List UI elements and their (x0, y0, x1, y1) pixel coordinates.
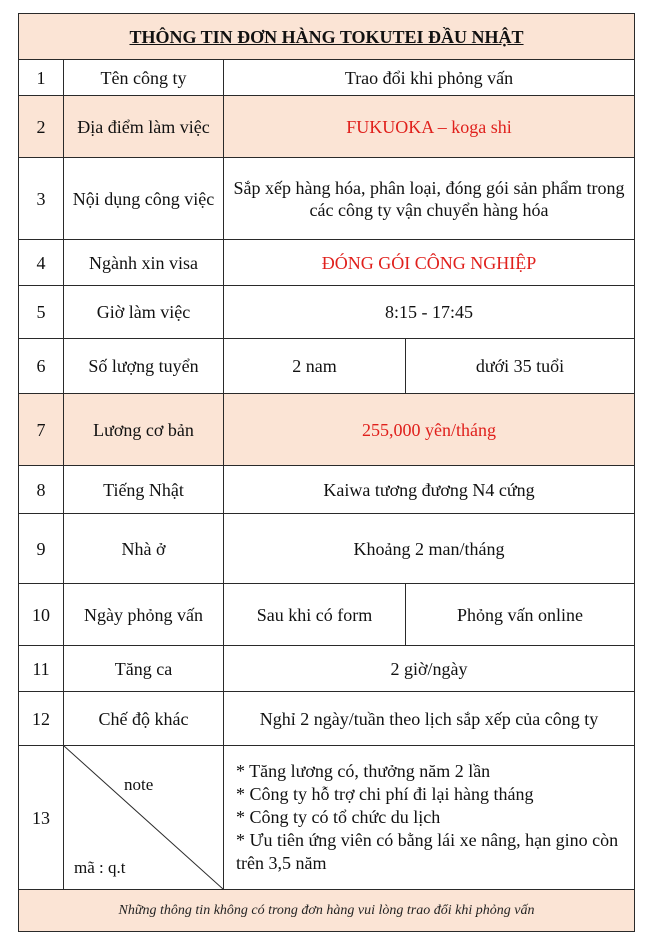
row-value: Trao đổi khi phỏng vấn (224, 60, 635, 96)
note-line: * Tăng lương có, thưởng năm 2 lần (236, 761, 491, 781)
page-title: THÔNG TIN ĐƠN HÀNG TOKUTEI ĐẦU NHẬT (19, 14, 635, 60)
table-row (19, 158, 635, 240)
table-row (19, 240, 635, 286)
row-label: Tăng ca (64, 646, 224, 692)
row-number: 12 (19, 692, 64, 746)
row-label: Chế độ khác (64, 692, 224, 746)
footer-note: Những thông tin không có trong đơn hàng vui lòng trao đổi khi phỏng vấn (19, 890, 635, 932)
row-value: 2 giờ/ngày (224, 646, 635, 692)
row-number: 6 (19, 339, 64, 394)
row-number: 1 (19, 60, 64, 96)
row-number: 5 (19, 286, 64, 339)
row-label: Ngành xin visa (64, 240, 224, 286)
table-row (19, 339, 635, 394)
row-value: Kaiwa tương đương N4 cứng (224, 466, 635, 514)
row-value-a: 2 nam (224, 339, 406, 394)
row-number: 9 (19, 514, 64, 584)
table-row (19, 646, 635, 692)
row-value: Sắp xếp hàng hóa, phân loại, đóng gói sản phẩm trong các công ty vận chuyển hàng hóa (224, 158, 635, 240)
note-line: * Công ty có tổ chức du lịch (236, 807, 441, 827)
row-number: 2 (19, 96, 64, 158)
row-value: Khoảng 2 man/tháng (224, 514, 635, 584)
row-value: ĐÓNG GÓI CÔNG NGHIỆP (224, 240, 635, 286)
row-number: 10 (19, 584, 64, 646)
note-line: * Công ty hỗ trợ chi phí đi lại hàng tháng (236, 784, 534, 804)
row-label: Giờ làm việc (64, 286, 224, 339)
row-number: 3 (19, 158, 64, 240)
row-value-b: Phỏng vấn online (406, 584, 635, 646)
table-row (19, 746, 635, 890)
table-row (19, 584, 635, 646)
row-number: 11 (19, 646, 64, 692)
row-number: 4 (19, 240, 64, 286)
row-label: Nhà ở (64, 514, 224, 584)
row-label: Số lượng tuyển (64, 339, 224, 394)
note-code-cell (64, 746, 224, 890)
footer-row (19, 890, 635, 932)
row-label: Ngày phỏng vấn (64, 584, 224, 646)
table-row (19, 692, 635, 746)
row-label: Lương cơ bản (64, 394, 224, 466)
row-value: 8:15 - 17:45 (224, 286, 635, 339)
title-row (19, 14, 635, 60)
row-label: Nội dụng công việc (64, 158, 224, 240)
row-value: Nghỉ 2 ngày/tuần theo lịch sắp xếp của công ty (224, 692, 635, 746)
row-label: Địa điểm làm việc (64, 96, 224, 158)
table-row (19, 60, 635, 96)
row-number: 13 (19, 746, 64, 890)
table-row (19, 514, 635, 584)
table-row (19, 466, 635, 514)
table-row (19, 394, 635, 466)
table-row (19, 96, 635, 158)
row-value-a: Sau khi có form (224, 584, 406, 646)
row-value: FUKUOKA – koga shi (224, 96, 635, 158)
row-label: Tên công ty (64, 60, 224, 96)
row-value: 255,000 yên/tháng (224, 394, 635, 466)
row-number: 8 (19, 466, 64, 514)
row-number: 7 (19, 394, 64, 466)
job-order-table (18, 13, 635, 932)
note-label: note (124, 775, 154, 794)
code-label: mã : q.t (74, 858, 126, 877)
notes-cell (224, 746, 635, 890)
row-label: Tiếng Nhật (64, 466, 224, 514)
row-value-b: dưới 35 tuổi (406, 339, 635, 394)
table-row (19, 286, 635, 339)
note-line: * Ưu tiên ứng viên có bằng lái xe nâng, hạn gino còn trên 3,5 năm (236, 830, 619, 873)
